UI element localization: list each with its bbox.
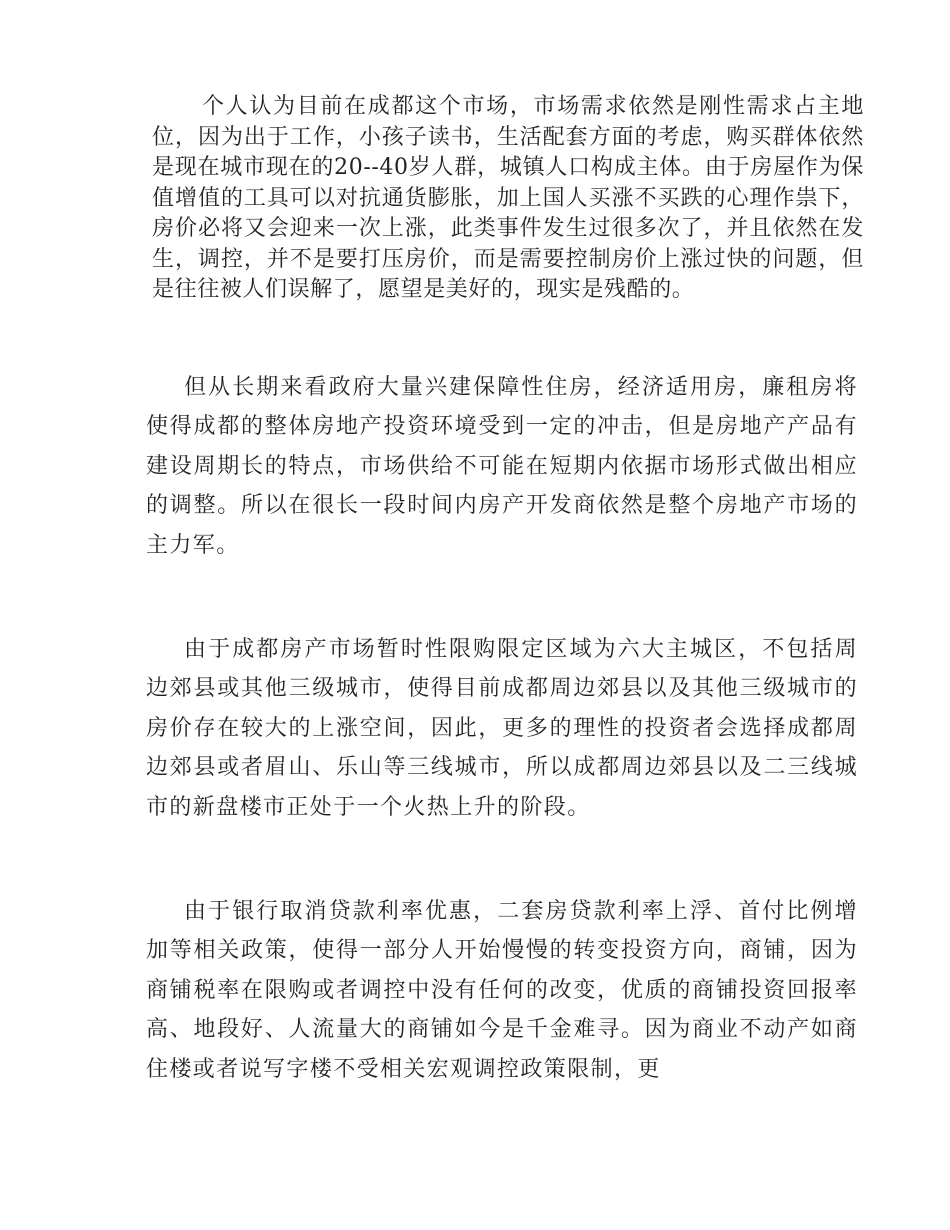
paragraph-1: 个人认为目前在成都这个市场，市场需求依然是刚性需求占主地位，因为出于工作，小孩子读书，生活配套方面的考虑，购买群体依然是现在城市现在的20--40岁人群，城镇人口构成主体。由于房屋作为保值增值的工具可以对抗通货膨胀，加上国人买涨不买跌的心理作祟下，房价必将又会迎来一次上涨，此类事件发生过很多次了，并且依然在发生，调控，并不是要打压房价，而是需要控制房价上涨过快的问题，但是往往被人们误解了，愿望是美好的，现实是残酷的。	[152, 94, 864, 302]
paragraph-2: 但从长期来看政府大量兴建保障性住房，经济适用房，廉租房将使得成都的整体房地产投资环境受到一定的冲击，但是房地产产品有建设周期长的特点，市场供给不可能在短期内依据市场形式做出相应的调整。所以在很长一段时间内房产开发商依然是整个房地产市场的主力军。	[146, 375, 858, 558]
paragraph-4: 由于银行取消贷款利率优惠，二套房贷款利率上浮、首付比例增加等相关政策，使得一部分人开始慢慢的转变投资方向，商铺，因为商铺税率在限购或者调控中没有任何的改变，优质的商铺投资回报率高、地段好、人流量大的商铺如今是千金难寻。因为商业不动产如商住楼或者说写字楼不受相关宏观调控政策限制，更	[146, 899, 858, 1082]
paragraph-3: 由于成都房产市场暂时性限购限定区域为六大主城区，不包括周边郊县或其他三级城市，使得目前成都周边郊县以及其他三级城市的房价存在较大的上涨空间，因此，更多的理性的投资者会选择成都周边郊县或者眉山、乐山等三线城市，所以成都周边郊县以及二三线城市的新盘楼市正处于一个火热上升的阶段。	[146, 637, 858, 820]
